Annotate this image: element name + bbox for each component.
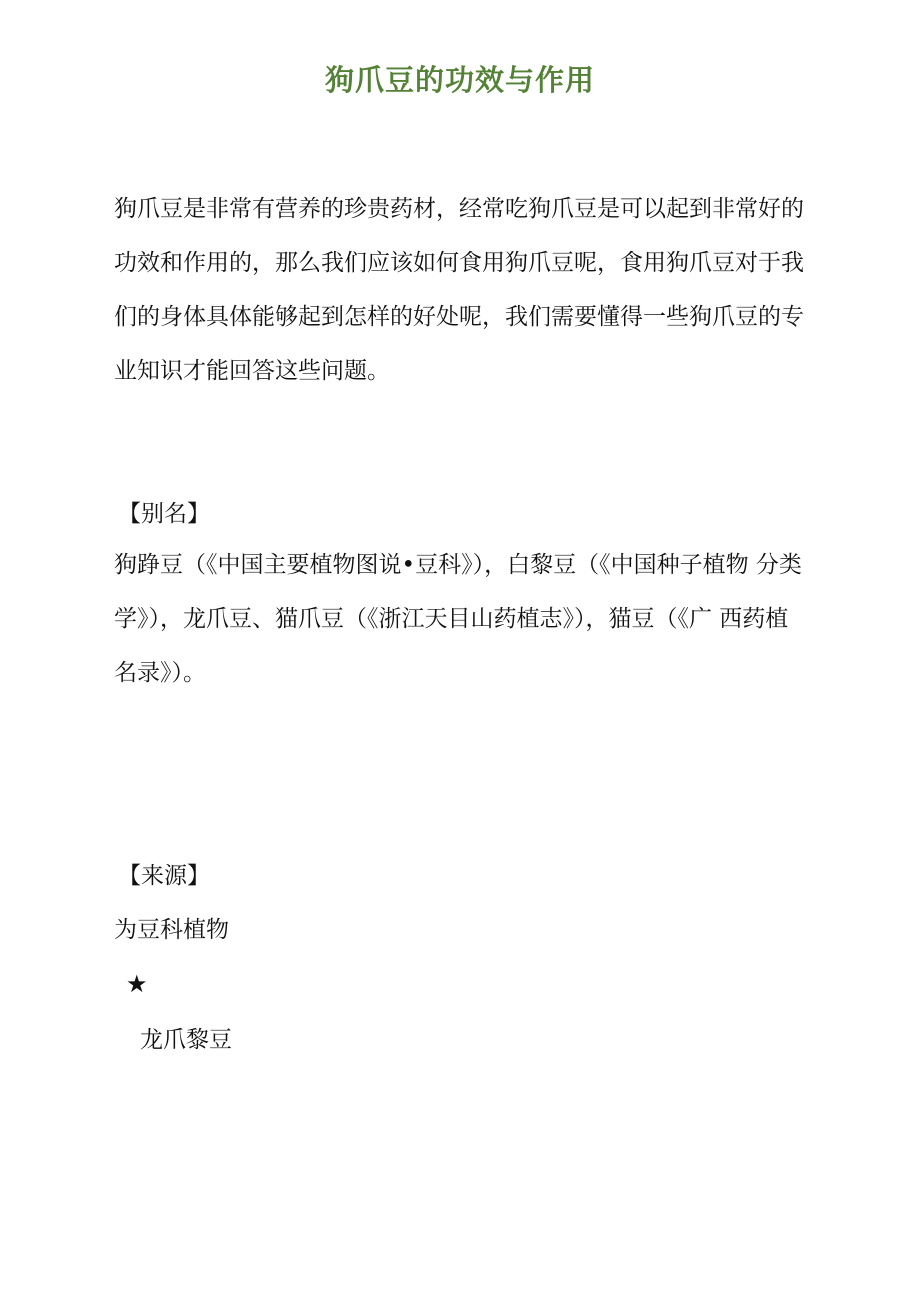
star-icon: ★ (126, 970, 148, 998)
source-paragraph: 为豆科植物 (114, 917, 229, 943)
plant-name: 龙爪黎豆 (140, 1027, 232, 1053)
alias-heading: 【别名】 (118, 501, 210, 527)
alias-paragraph: 狗踭豆（《中国主要植物图说•豆科》），白黎豆（《中国种子植物 分类学》），龙爪豆、猫爪豆（《浙江天目山药植志》），猫豆（《广 西药植名录》）。 (114, 552, 802, 686)
source-heading: 【来源】 (118, 863, 210, 889)
document-title: 狗爪豆的功效与作用 (324, 63, 595, 97)
intro-paragraph: 狗爪豆是非常有营养的珍贵药材，经常吃狗爪豆是可以起到非常好的功效和作用的，那么我们应该如何食用狗爪豆呢，食用狗爪豆对于我们的身体具体能够起到怎样的好处呢，我们需要懂得一些狗爪豆的专业知识才能回答这些问题。 (114, 196, 804, 384)
